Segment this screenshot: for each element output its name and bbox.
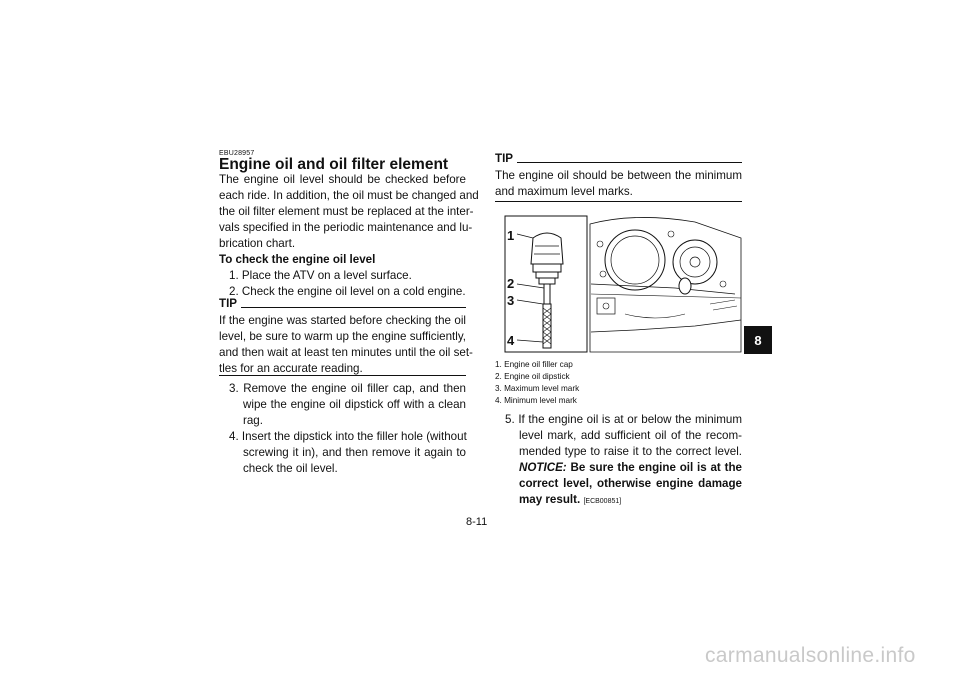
step-4 [229, 429, 466, 477]
notice-text: correct level, otherwise engine damage [519, 477, 742, 490]
chapter-tab: 8 [744, 326, 772, 354]
step-line: 3. Remove the engine oil filler cap, and then [229, 382, 466, 395]
caption-item: 2. Engine oil dipstick [495, 372, 570, 381]
figure-label-3: 3 [507, 293, 515, 308]
step-line: rag. [243, 414, 263, 427]
step-line: screwing it in), and then remove it again to [243, 446, 466, 459]
intro-line: brication chart. [219, 237, 296, 250]
notice-text: Be sure the engine oil is at the [570, 461, 742, 474]
tip-rule [517, 162, 742, 163]
notice-line [505, 460, 742, 476]
tip-end-rule [219, 375, 466, 376]
footer-watermark: carmanualsonline.info [705, 644, 916, 667]
notice-label: NOTICE: [519, 461, 567, 474]
section-code: EBU28957 [219, 150, 255, 157]
step-line: 5. If the engine oil is at or below the minimum [505, 413, 742, 426]
tip-line: level, be sure to warm up the engine sufficiently, [219, 330, 466, 343]
tip-paragraph-2 [495, 168, 742, 200]
page-title: Engine oil and oil filter element [219, 156, 449, 173]
tip-line: and maximum level marks. [495, 185, 633, 198]
intro-line: each ride. In addition, the oil must be changed and [219, 189, 479, 202]
step-5 [505, 412, 742, 510]
figure-label-1: 1 [507, 228, 515, 243]
tip-rule [241, 307, 466, 308]
page-number: 8-11 [466, 516, 488, 528]
intro-paragraph [219, 172, 479, 252]
tip-label: TIP [495, 152, 514, 165]
steps-list [229, 268, 466, 300]
intro-line: The engine oil level should be checked before [219, 173, 466, 186]
caption-item: 4. Minimum level mark [495, 396, 577, 405]
caption-item: 3. Maximum level mark [495, 384, 580, 393]
engine-oil-figure [495, 214, 742, 354]
tip-line: and then wait at least ten minutes until the oil set- [219, 346, 473, 359]
step-line: check the oil level. [243, 462, 338, 475]
figure-label-2: 2 [507, 276, 515, 291]
step-item: 2. Check the engine oil level on a cold engine. [229, 285, 466, 298]
tip-header [219, 297, 466, 310]
step-3 [229, 381, 466, 429]
tip-line: The engine oil should be between the minimum [495, 169, 742, 182]
step-line: level mark, add sufficient oil of the recom- [519, 429, 742, 442]
tip-line: If the engine was started before checking the oil [219, 314, 466, 327]
step-line: 4. Insert the dipstick into the filler hole (without [229, 430, 467, 443]
subheading: To check the engine oil level [219, 253, 376, 266]
step-line: wipe the engine oil dipstick off with a clean [243, 398, 466, 411]
tip-paragraph [219, 313, 473, 377]
tip-line: tles for an accurate reading. [219, 362, 363, 375]
intro-line: vals specified in the periodic maintenance and lu- [219, 221, 473, 234]
intro-line: the oil filter element must be replaced at the inter- [219, 205, 474, 218]
step-item: 1. Place the ATV on a level surface. [229, 269, 412, 282]
figure-captions [495, 359, 579, 407]
notice-text: may result. [519, 493, 581, 506]
tip-header-2 [495, 152, 742, 165]
tip-end-rule-2 [495, 201, 742, 202]
tip-label: TIP [219, 297, 238, 310]
step-line: mended type to raise it to the correct level. [519, 445, 742, 458]
caption-item: 1. Engine oil filler cap [495, 360, 573, 369]
figure-label-4: 4 [507, 333, 515, 348]
notice-line [505, 492, 742, 510]
engine-illustration [495, 214, 742, 354]
notice-code: [ECB00851] [583, 498, 622, 505]
